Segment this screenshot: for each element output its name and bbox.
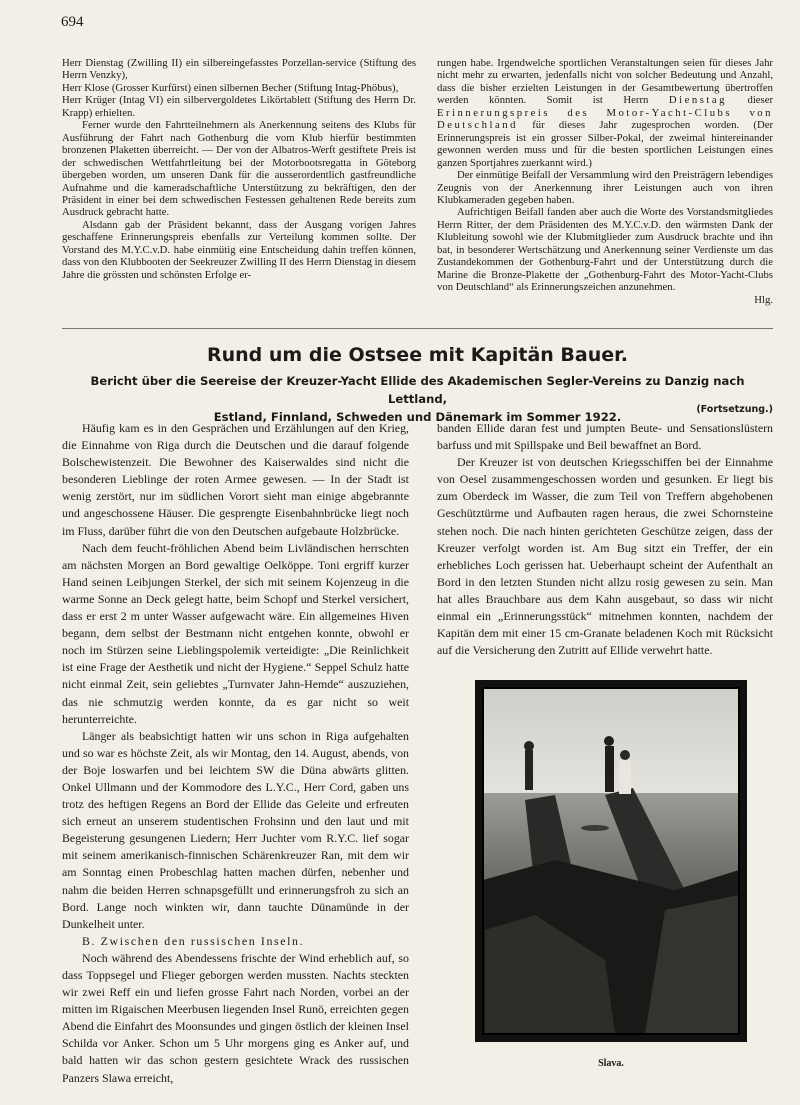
paragraph: Aufrichtigen Beifall fanden aber auch die Worte des Vorstandsmitgliedes Herrn Ritter, der dem Präsidenten des M.Y.C.v.D. den wärmsten Dank der Klubleitung sowohl wie der Klubmitglieder zum Ausdruck brachte und ihn bat, in besonderer Wertschätzung und Anerkennung seiner Verdienste um das Zustandekommen der Gothenburg-Fahrt und der Unterstützung durch die Marine die Bronze-Plakette der „Gothenburg-Fahrt des Motor-Yacht-Clubs von Deutschland“ als Erinnerungszeichen anzunehmen. [437,206,773,294]
paragraph: Häufig kam es in den Gesprächen und Erzählungen auf den Krieg, die Einnahme von Riga durch die Deutschen und die darauf folgende Bolschewistenzeit. Die Bewohner des Kaiserwaldes sind nicht die besonderen Lieblinge der roten Armee gewesen. — In der Stadt ist wenig zerstört, nur im südlichen Vorort sieht man einige abgebrannte und angeschossene Häuser. Die gesprengte Eisenbahnbrücke liegt noch im Fluss, darüber führt die von den Deutschen aufgebaute Holzbrücke. [62,421,409,538]
previous-article-right-column [437,57,773,306]
article-left-column [62,420,409,1087]
figure-right-2-head [620,750,630,760]
continuation-note: (Fortsetzung.) [696,404,773,415]
wreck-photograph [475,680,747,1042]
emphasized-name: Dienstag [668,94,727,107]
section-heading: B. Zwischen den russischen Inseln. [82,933,305,948]
figure-left-head [524,741,534,751]
paragraph: Ferner wurde den Fahrtteilnehmern als Anerkennung seitens des Klubs für Ausführung der Fahrt nach Gothenburg die vom Klub hierfür bestimmten bronzenen Plaketten überreicht. — Der von der Albatros-Werft gestiftete Preis ist der schwedischen Wettfahrtleitung bei der Motorbootsregatta in Göteborg übergeben worden, um unseren Dank für die ausserordentlich gastfreundliche Aufnahme und die kameradschaftliche Unterstützung zu bekräftigen, den der Präsident in einer bei dem schwedischen Festessen gehaltenen Rede bereits zum Ausdruck gebracht hatte. [62,119,416,219]
figure-right-2 [619,760,631,794]
paragraph: Herr Dienstag (Zwilling II) ein silbereingefasstes Porzellan-service (Stiftung des Herrn Venzky), [62,57,416,82]
paragraph: banden Ellide daran fest und jumpten Beute- und Sensationslüstern barfuss und mit Spillspake und Beil bewaffnet an Bord. [437,421,773,453]
subtitle-line: Bericht über die Seereise der Kreuzer-Yacht Ellide des Akademischen Segler-Vereins zu Danzig nach Lettland, [90,374,745,406]
paragraph: Herr Klose (Grosser Kurfürst) einen silbernen Becher (Stiftung Intag-Phöbus), [62,81,399,94]
paragraph: Der einmütige Beifall der Versammlung wird den Preisträgern lebendiges Zeugnis von der Anerkennung ihrer Leistungen auch von ihren Klubkameraden gegeben haben. [437,169,773,206]
paragraph: Länger als beabsichtigt hatten wir uns schon in Riga aufgehalten und so war es höchste Zeit, als wir Montag, den 14. August, abends, von der Boje loswarfen und bei leichtem SW die Düna abwärts glitten. Onkel Ullmann und der Kommodore des L.Y.C., Herr Cord, gaben uns trotz des heftigen Regens an Bord der Ellide das Geleite und erfreuten sich erneut an unserem studentischen Frohsinn und den laut und mit Begeisterung gesungenen Liedern; Herr Juchter vom R.Y.C. lief sogar mit seinem amerikanisch-finnischen Schärenkreuzer Ran, mit dem wir am Sonntag einen Probeschlag hatten machen dürfen, nebenher und nahm die beiden Herren schnapsgefüllt und erinnerungsfroh zu sich an Bord. Lange noch winkten wir, dann tauchte Dünamünde in der Dunkelheit unter. [62,728,409,931]
section-divider [62,328,773,329]
paragraph: Alsdann gab der Präsident bekannt, dass der Ausgang vorigen Jahres geschaffene Erinnerungspreis ebenfalls zur Verteilung kommen sollte. Der Vorstand des M.Y.C.v.D. habe einmütig eine Entscheidung dahin treffen können, dass von den Klubbooten der Seekreuzer Zwilling II des Herrn Dienstag in diesem Jahre die grössten und schönsten Erfolge er- [62,218,416,281]
emphasized-prize: Erinnerungspreis des Motor-Yacht-Clubs von Deutschland [437,106,773,132]
page-number: 694 [61,14,84,30]
text-run: dieser [747,94,774,107]
paragraph: Herr Krüger (Intag VI) ein silbervergoldetes Likörtablett (Stiftung des Herrn Dr. Krapp) erhielten. [62,94,416,119]
figure-right-1 [605,746,614,792]
photo-caption: Slava. [598,1058,624,1069]
article-subtitle [62,372,773,426]
paragraph [437,57,773,169]
figure-left [525,750,533,790]
rowing-boat [581,825,609,831]
previous-article-left-column [62,57,416,281]
paragraph: Der Kreuzer ist von deutschen Kriegsschiffen bei der Einnahme von Oesel zusammengeschossen worden und gesunken. Er liegt bis zum Oberdeck im Wasser, die zum Teil von Treffern abgehobenen Geschütztürme und Aufbauten ragen heraus, die zwei Schornsteine stehen noch. Die nach hinten gerichteten Geschütze zeigen, dass der Kreuzer verfolgt worden ist. Am Bug sitzt ein Treffer, der ein erhebliches Loch gerissen hat. Ueberhaupt scheint der Aufenthalt an Bord in den letzten Stunden nicht allzu rosig gewesen zu sein. Man hat alles Brauchbare aus dem Kahn ausgebaut, so dass wir nicht einmal ein „Erinnerungsstück“ mitnehmen konnten, nachdem der Kapitän dem mit einer 15 cm-Granate beladenen Koch mit Rücksicht auf die Versicherung den Zutritt auf Ellide verwehrt hatte. [437,455,773,658]
text-run: rungen habe. Irgendwelche sportlichen Veranstaltungen seien für dieses Jahr nicht mehr zu erwarten, jedenfalls nicht von solcher Bedeutung und Anzahl, dass die bisher erzielten Leistungen in der Gesamtbewertung übertroffen werden könnten. Somit ist Herrn [437,57,773,107]
paragraph: Nach dem feucht-fröhlichen Abend beim Livländischen herrschten am nächsten Morgen an Bord gewaltige Oelköppe. Toni ergriff kurzer Hand seinen Leibjungen Sterkel, der sich mit seinem Kojenzeug in die warme Sonne an Deck gelegt hatte, beim Schopf und Sterkel versichert, dass er erst 2 m unter Wasser aufgewacht wäre. Ein allgemeines Hiven begann, dem selbst der Bestmann nicht entgehen konnte, obwohl er noch im Stürzen seine Lieblingspolemik verteidigte: „Die Reinlichkeit ist eine Frage der Aesthetik und nicht der Hygiene.“ Seppel Schulz hatte nicht einmal Zeit, sein geliebtes „Turnvater Jahn-Hemde“ auszuziehen, das nie schmutzig werden konnte, da es gar nicht so weit herunterreichte. [62,540,409,726]
author-signature: Hlg. [754,293,773,306]
text-run: für dieses Jahr zugesprochen worden. (Der Erinnerungspreis ist ein grosser Silber-Pokal, der zweimal hintereinander gewonnen werden muss und für die besten sportlichen Leistungen eines ganzen Sportjahres zuerkannt wird.) [437,119,774,169]
figure-right-1-head [604,736,614,746]
subtitle-line: Estland, Finnland, Schweden und Dänemark im Sommer 1922. [213,410,622,424]
article-right-column [437,420,773,659]
paragraph: Noch während des Abendessens frischte der Wind erheblich auf, so dass Toppsegel und Flieger geborgen werden mussten. Nachts steckten wir zwei Reff ein und liefen grosse Fahrt nach Norden, vorbei an der mitten im Rigaischen Meerbusen liegenden Insel Runö, erreichten gegen Abend die Einfahrt des Moonsundes und gingen östlich der kleinen Insel Schilda vor Anker. Schon um 5 Uhr morgens ging es Anker auf, und bald hatten wir das schon gestern gesichtete Wrack des russischen Panzers Slawa erreicht, [62,950,409,1085]
wreck-photo-illustration [475,680,747,1042]
article-title: Rund um die Ostsee mit Kapitän Bauer. [207,344,628,366]
